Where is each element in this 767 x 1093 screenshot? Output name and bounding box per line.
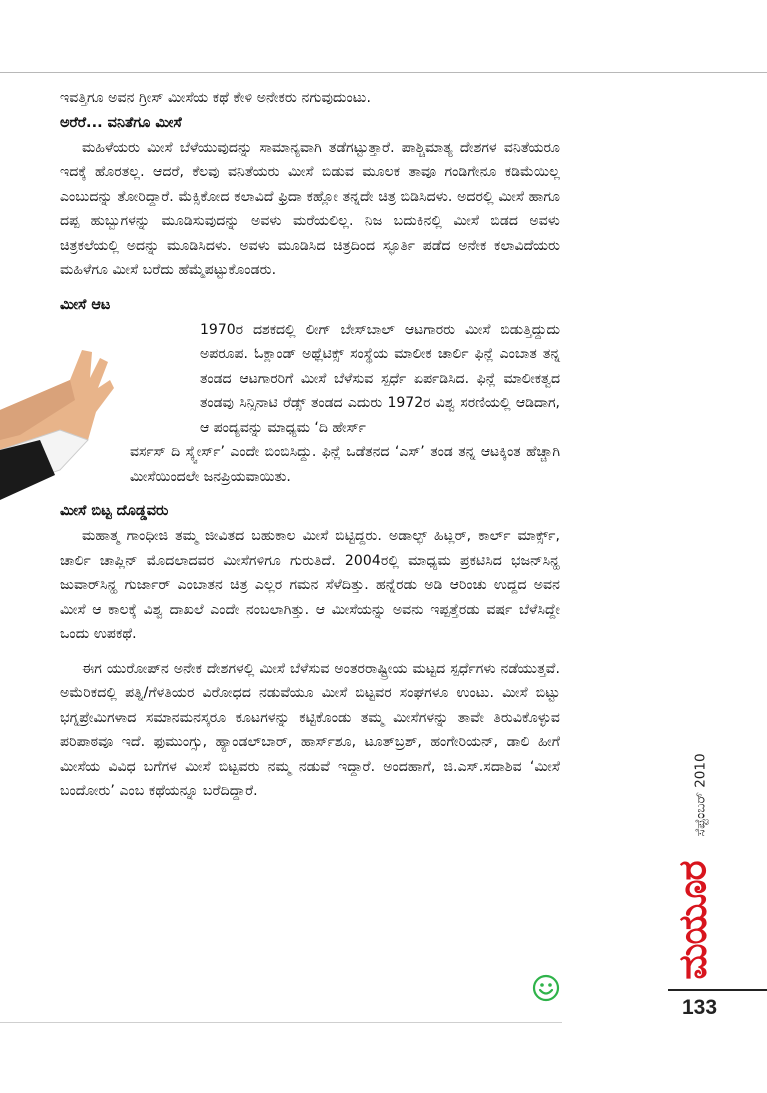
- masthead-text: ಮಯೂರ: [670, 860, 715, 980]
- paragraph-baseball-a: 1970ರ ದಶಕದಲ್ಲಿ ಲೀಗ್ ಬೇಸ್‌ಬಾಲ್ ಆಟಗಾರರು ಮೀಸೆ ಬಿಡುತ್ತಿದ್ದುದು ಅಪರೂಪ. ಓಕ್ಲಾಂಡ್ ಅಥ್ಲೆಟಿಕ್ಸ್ ಸಂಸ್ಥೆಯ ಮಾಲೀಕ ಚಾರ್ಲಿ ಫಿನ್ಲೆ ಎಂಬಾತ ತನ್ನ ತಂಡದ ಆಟಗಾರರಿಗೆ ಮೀಸೆ ಬೆಳೆಸುವ ಸ್ಪರ್ಧೆ ಏರ್ಪಡಿಸಿದ. ಫಿನ್ಲೆ ಮಾಲೀಕತ್ವದ ತಂಡವು ಸಿನ್ಸಿನಾಟಿ ರೆಡ್ಸ್ ತಂಡದ ಎದುರು 1972ರ ವಿಶ್ವ ಸರಣಿಯಲ್ಲಿ ಆಡಿದಾಗ, ಆ ಪಂದ್ಯವನ್ನು ಮಾಧ್ಯಮ ‘ದಿ ಹೇರ್ಸ್: [200, 321, 560, 436]
- article-column: [60, 86, 560, 804]
- paragraph-famous: ಮಹಾತ್ಮ ಗಾಂಧೀಜಿ ತಮ್ಮ ಜೀವಿತದ ಬಹುಕಾಲ ಮೀಸೆ ಬಿಟ್ಟಿದ್ದರು. ಅಡಾಲ್ಫ್ ಹಿಟ್ಲರ್, ಕಾರ್ಲ್ ಮಾರ್ಕ್ಸ್, ಚಾರ್ಲಿ ಚಾಪ್ಲಿನ್ ಮೊದಲಾದವರ ಮೀಸೆಗಳಿಗೂ ಗುರುತಿದೆ. 2004ರಲ್ಲಿ ಮಾಧ್ಯಮ ಪ್ರಕಟಿಸಿದ ಭಜನ್‌ಸಿನ್ಹ ಜುವಾರ್‌ಸಿನ್ಹ ಗುರ್ಜಾರ್ ಎಂಬಾತನ ಚಿತ್ರ ಎಲ್ಲರ ಗಮನ ಸೆಳೆದಿತ್ತು. ಹನ್ನೆರಡು ಅಡಿ ಆರಿಂಚು ಉದ್ದದ ಅವನ ಮೀಸೆ ಆ ಕಾಲಕ್ಕೆ ವಿಶ್ವ ದಾಖಲೆ ಎಂದೇ ನಂಬಲಾಗಿತ್ತು. ಆ ಮೀಸೆಯನ್ನು ಅವನು ಇಪ್ಪತ್ತೆರಡು ವರ್ಷ ಬೆಳೆಸಿದ್ದೇ ಒಂದು ಉಪಕಥೆ.: [60, 528, 560, 642]
- heading-women-moustache: ಅರೆರೆ... ವನಿತೆಗೂ ಮೀಸೆ: [60, 114, 182, 131]
- raised-hand-photo: [0, 340, 120, 500]
- top-rule: [0, 72, 767, 73]
- masthead-logo: [670, 860, 715, 980]
- paragraph-intro: ಇವತ್ತಿಗೂ ಅವನ ಗ್ರೀಸ್ ಮೀಸೆಯ ಕಥೆ ಕೇಳಿ ಅನೇಕರು ನಗುವುದುಂಟು.: [60, 90, 372, 106]
- heading-famous-moustaches: ಮೀಸೆ ಬಿಟ್ಟ ದೊಡ್ಡವರು: [60, 503, 169, 519]
- paragraph-competitions: ಈಗ ಯುರೋಪ್‌ನ ಅನೇಕ ದೇಶಗಳಲ್ಲಿ ಮೀಸೆ ಬೆಳೆಸುವ ಅಂತರರಾಷ್ಟ್ರೀಯ ಮಟ್ಟದ ಸ್ಪರ್ಧೆಗಳು ನಡೆಯುತ್ತವೆ. ಅಮೆರಿಕದಲ್ಲಿ ಪತ್ನಿ/ಗೆಳತಿಯರ ವಿರೋಧದ ನಡುವೆಯೂ ಮೀಸೆ ಬಿಟ್ಟವರ ಸಂಘಗಳೂ ಉಂಟು. ಮೀಸೆ ಬಿಟ್ಟು ಭಗ್ನಪ್ರೇಮಿಗಳಾದ ಸಮಾನಮನಸ್ಕರೂ ಕೂಟಗಳನ್ನು ಕಟ್ಟಿಕೊಂಡು ತಮ್ಮ ಮೀಸೆಗಳನ್ನು ತಾವೇ ತಿರುವಿಕೊಳ್ಳುವ ಪರಿಪಾಠವೂ ಇದೆ. ಫುಮುಂಗ್ಸು, ಹ್ಯಾಂಡಲ್‌ಬಾರ್, ಹಾರ್ಸ್‌ಶೂ, ಟೂತ್‌ಬ್ರಶ್, ಹಂಗೇರಿಯನ್, ಡಾಲಿ ಹೀಗೆ ಮೀಸೆಯ ವಿವಿಧ ಬಗೆಗಳ ಮೀಸೆ ಬಿಟ್ಟವರು ನಮ್ಮ ನಡುವೆ ಇದ್ದಾರೆ. ಅಂದಹಾಗೆ, ಜಿ.ಎಸ್.ಸದಾಶಿವ ‘ಮೀಸೆ ಬಂದೋರು’ ಎಂಬ ಕಥೆಯನ್ನೂ ಬರೆದಿದ್ದಾರೆ.: [60, 660, 560, 799]
- paragraph-baseball-b: ವರ್ಸಸ್ ದಿ ಸ್ಕ್ವೇರ್ಸ್’ ಎಂದೇ ಬಿಂಬಿಸಿದ್ದು. ಫಿನ್ಲೆ ಒಡೆತನದ ‘ಎಸ್’ ತಂಡ ತನ್ನ ಆಟಕ್ಕಿಂತ ಹೆಚ್ಚಾಗಿ ಮೀಸೆಯಿಂದಲೇ ಜನಪ್ರಿಯವಾಯಿತು.: [130, 444, 560, 485]
- bottom-rule: [0, 1022, 562, 1023]
- smiley-face-icon: [531, 973, 561, 1003]
- heading-moustache-game: ಮೀಸೆ ಆಟ: [60, 296, 111, 313]
- baseball-section: [60, 318, 560, 490]
- issue-date: [686, 740, 716, 850]
- issue-date-text: ಸೆಪ್ಟೆಂಬರ್ 2010: [693, 753, 710, 837]
- page-number-rule: [668, 989, 767, 991]
- page-number: 133: [682, 996, 718, 1019]
- paragraph-women: ಮಹಿಳೆಯರು ಮೀಸೆ ಬೆಳೆಯುವುದನ್ನು ಸಾಮಾನ್ಯವಾಗಿ ತಡೆಗಟ್ಟುತ್ತಾರೆ. ಪಾಶ್ಚಿಮಾತ್ಯ ದೇಶಗಳ ವನಿತೆಯರೂ ಇದಕ್ಕೆ ಹೊರತಲ್ಲ. ಆದರೆ, ಕೆಲವು ವನಿತೆಯರು ಮೀಸೆ ಬಿಡುವ ಮೂಲಕ ತಾವೂ ಗಂಡಿಗೇನೂ ಕಡಿಮೆಯಿಲ್ಲ ಎಂಬುದನ್ನು ತೋರಿದ್ದಾರೆ. ಮೆಕ್ಸಿಕೋದ ಕಲಾವಿದೆ ಫ್ರಿದಾ ಕಹ್ಲೋ ತನ್ನದೇ ಚಿತ್ರ ಬಿಡಿಸಿದಳು. ಅದರಲ್ಲಿ ಮೀಸೆ ಹಾಗೂ ದಪ್ಪ ಹುಬ್ಬುಗಳನ್ನು ಮೂಡಿಸುವುದನ್ನು ಅವಳು ಮರೆಯಲಿಲ್ಲ. ನಿಜ ಬದುಕಿನಲ್ಲಿ ಮೀಸೆ ಬಿಡದ ಅವಳು ಚಿತ್ರಕಲೆಯಲ್ಲಿ ಅದನ್ನು ಮೂಡಿಸಿದಳು. ಅವಳು ಮೂಡಿಸಿದ ಚಿತ್ರದಿಂದ ಸ್ಫೂರ್ತಿ ಪಡೆದ ಅನೇಕ ಕಲಾವಿದೆಯರು ಮಹಿಳೆಗೂ ಮೀಸೆ ಬರೆದು ಹೆಮ್ಮೆಪಟ್ಟುಕೊಂಡರು.: [60, 139, 560, 278]
